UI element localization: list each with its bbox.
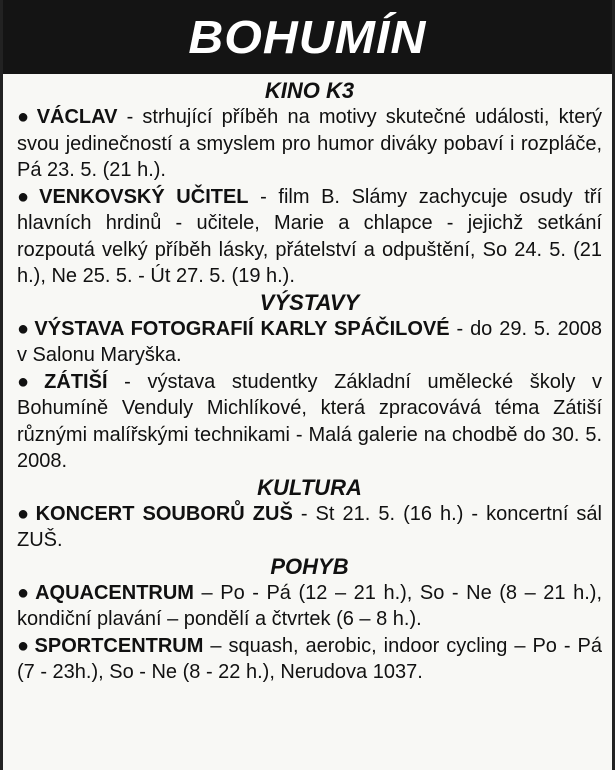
- entry-text: - strhující příběh na motivy skutečné události, který svou jedinečností a smyslem pro humor diváky pobaví i rozpláče, Pá 23. 5. (21 h.).: [17, 106, 602, 181]
- bullet-icon: ●: [17, 317, 31, 340]
- entry-zatisi: [17, 369, 602, 475]
- entry-aquacentrum: [17, 580, 602, 633]
- listing-content: [3, 74, 612, 686]
- entry-name: VENKOVSKÝ UČITEL: [39, 185, 249, 208]
- entry-vaclav: [17, 104, 602, 184]
- entry-koncert: [17, 501, 602, 554]
- section-heading-pohyb: POHYB: [270, 553, 349, 579]
- entry-name: VÝSTAVA FOTOGRAFIÍ KARLY SPÁČILOVÉ: [34, 317, 450, 340]
- entry-text: – Po - Pá (12 – 21 h.), So - Ne (8 – 21 h.), kondiční plavání – pondělí a čtvrtek (6 – 8 h.).: [17, 581, 602, 630]
- entry-text: - St 21. 5. (16 h.) - koncertní sál ZUŠ.: [17, 502, 602, 551]
- entry-text: - do 29. 5. 2008 v Salonu Maryška.: [17, 317, 602, 366]
- section-heading-kultura: KULTURA: [257, 474, 362, 500]
- bullet-icon: ●: [17, 581, 32, 604]
- entry-sportcentrum: [17, 633, 602, 686]
- header-banner: [3, 0, 612, 74]
- entry-name: KONCERT SOUBORŮ ZUŠ: [35, 502, 293, 525]
- bullet-icon: ●: [17, 185, 36, 208]
- entry-name: SPORTCENTRUM: [34, 634, 204, 657]
- bullet-icon: ●: [17, 502, 32, 525]
- entry-text: - výstava studentky Základní umělecké školy v Bohumíně Venduly Michlíkové, která zpracovává téma Zátiší různými malířskými technikami - Malá galerie na chodbě do 30. 5. 2008.: [17, 370, 602, 472]
- entry-name: AQUACENTRUM: [35, 581, 194, 604]
- entry-venkovsky-ucitel: [17, 184, 602, 290]
- page-title: BOHUMÍN: [188, 11, 427, 63]
- entry-name: ZÁTIŠÍ: [44, 370, 108, 393]
- bullet-icon: ●: [17, 106, 33, 128]
- section-heading-kino: KINO K3: [264, 78, 355, 103]
- bullet-icon: ●: [17, 370, 41, 393]
- entry-name: VÁCLAV: [36, 106, 118, 128]
- entry-vystava-fotografii: [17, 316, 602, 369]
- section-heading-vystavy: VÝSTAVY: [259, 289, 360, 315]
- entry-text: – squash, aerobic, indoor cycling – Po - Pá (7 - 23h.), So - Ne (8 - 22 h.), Nerudova 1037.: [17, 634, 602, 683]
- bullet-icon: ●: [17, 634, 31, 657]
- entry-text: - film B. Slámy zachycuje osudy tří hlavních hrdinů - učitele, Marie a chlapce - jejichž setkání rozpoutá velký příběh lásky, přátelství a odpuštění, So 24. 5. (21 h.), Ne 25. 5. - Út 27. 5. (19 h.).: [17, 185, 602, 287]
